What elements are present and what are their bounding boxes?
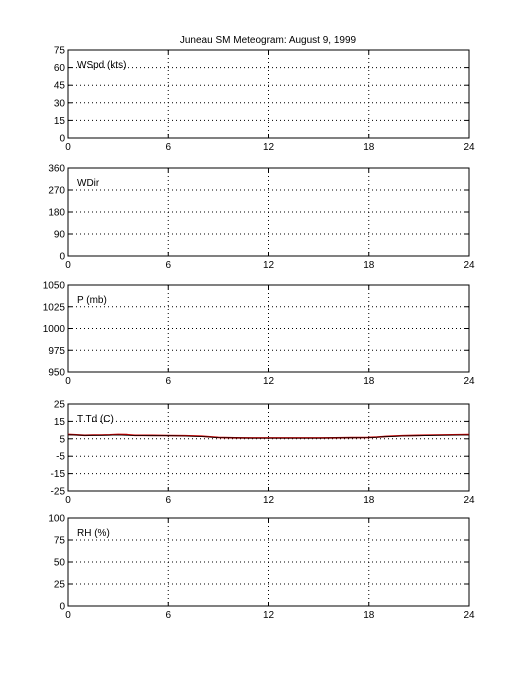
x-tick-label: 24: [463, 610, 475, 621]
x-tick-label: 24: [463, 142, 475, 153]
panel-label-wdir: WDir: [77, 178, 100, 189]
y-tick-label: 15: [53, 115, 65, 127]
x-tick-label: 6: [165, 610, 172, 621]
figure-title: Juneau SM Meteogram: August 9, 1999: [179, 35, 357, 46]
y-tick-label: 0: [59, 601, 65, 613]
x-tick-label: 0: [65, 610, 71, 621]
y-tick-label: 30: [53, 98, 65, 110]
y-tick-label: 45: [53, 80, 65, 92]
x-tick-label: 6: [165, 495, 172, 506]
panel-temp-dewpoint: [51, 400, 475, 507]
axes-box: [68, 404, 469, 491]
y-tick-label: 50: [53, 557, 65, 569]
panel-rh: [48, 514, 475, 622]
panel-label-wspd: WSpd (kts): [77, 60, 127, 71]
y-tick-label: -15: [50, 469, 65, 481]
y-tick-label: 90: [53, 229, 65, 241]
x-tick-label: 18: [363, 376, 375, 387]
x-tick-label: 18: [363, 610, 375, 621]
y-tick-label: 180: [48, 207, 65, 219]
panels-container: [43, 46, 475, 622]
x-tick-label: 24: [463, 376, 475, 387]
y-tick-label: 60: [53, 63, 65, 75]
x-tick-label: 0: [65, 142, 71, 153]
panel-wspd: [54, 46, 475, 154]
x-tick-label: 12: [262, 260, 275, 271]
panel-label-temp-dewpoint: T Td (C): [77, 414, 114, 425]
y-tick-label: 270: [48, 185, 65, 197]
y-tick-label: -25: [50, 486, 65, 498]
x-tick-label: 18: [363, 495, 375, 506]
panel-label-pressure: P (mb): [77, 295, 107, 306]
y-tick-label: 25: [53, 579, 65, 591]
y-tick-label: -5: [56, 451, 65, 463]
y-tick-label: 75: [53, 45, 65, 57]
y-tick-label: 1050: [42, 280, 65, 292]
x-tick-label: 0: [65, 260, 71, 271]
x-tick-label: 6: [165, 376, 172, 387]
x-tick-label: 6: [165, 142, 172, 153]
x-tick-label: 0: [65, 495, 71, 506]
x-tick-label: 24: [463, 495, 475, 506]
x-tick-label: 0: [65, 376, 71, 387]
y-tick-label: 100: [48, 513, 65, 525]
y-tick-label: 15: [53, 416, 65, 428]
y-tick-label: 0: [59, 251, 65, 263]
x-tick-label: 12: [262, 376, 275, 387]
x-tick-label: 18: [363, 260, 375, 271]
x-tick-label: 6: [165, 260, 172, 271]
y-tick-label: 950: [48, 367, 65, 379]
panel-wdir: [48, 164, 475, 272]
x-tick-label: 12: [262, 142, 275, 153]
y-tick-label: 5: [59, 434, 65, 446]
y-tick-label: 975: [48, 345, 65, 357]
panel-pressure: [43, 281, 475, 388]
y-tick-label: 360: [48, 163, 65, 175]
x-tick-label: 24: [463, 260, 475, 271]
panel-label-rh: RH (%): [77, 528, 110, 539]
y-tick-label: 75: [53, 535, 65, 547]
x-tick-label: 12: [262, 495, 275, 506]
y-tick-label: 25: [53, 399, 65, 411]
y-tick-label: 1000: [42, 324, 65, 335]
x-tick-label: 12: [262, 610, 275, 621]
x-tick-label: 18: [363, 142, 375, 153]
y-tick-label: 0: [59, 133, 65, 145]
y-tick-label: 1025: [42, 302, 65, 314]
